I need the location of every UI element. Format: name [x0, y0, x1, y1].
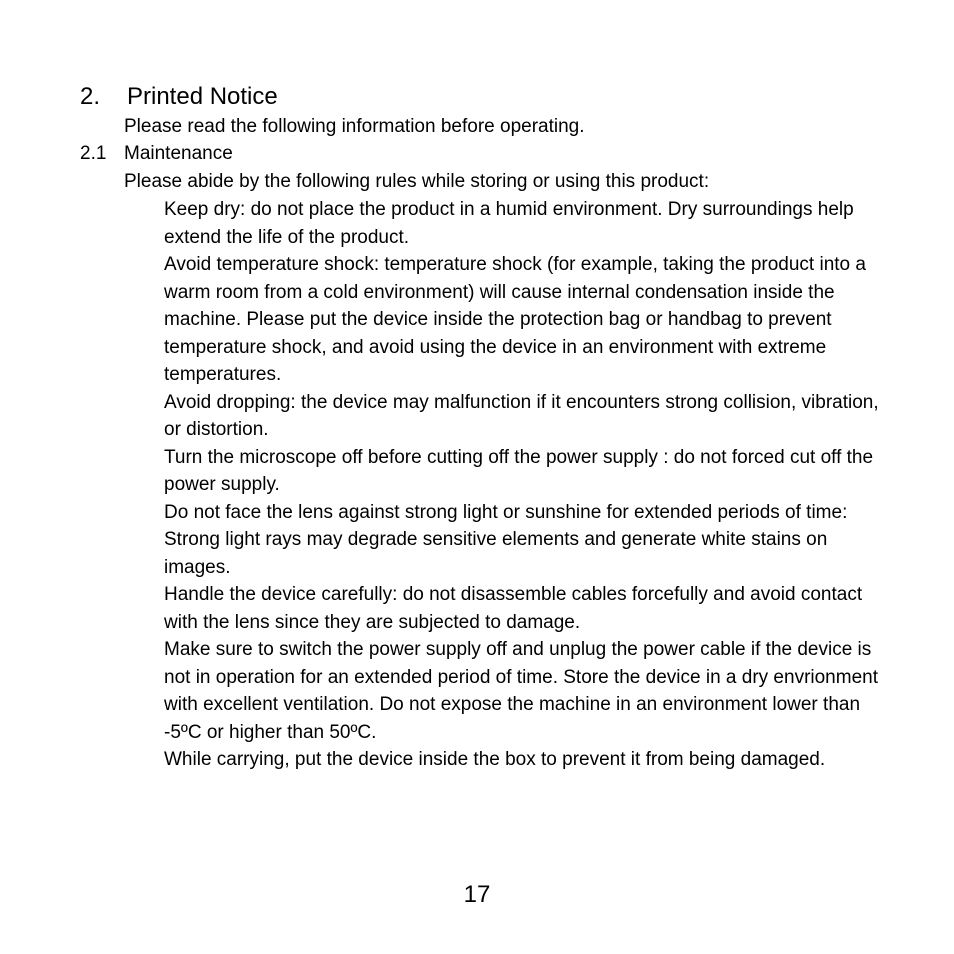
subsection-number: 2.1: [80, 143, 107, 164]
maintenance-rules-list: [164, 196, 880, 774]
section-intro: Please read the following information before operating.: [124, 116, 585, 137]
section-title: Printed Notice: [127, 83, 278, 110]
rule-keep-dry: Keep dry: do not place the product in a humid environment. Dry surroundings help extend the life of the product.: [164, 199, 854, 248]
rule-lens-light: Do not face the lens against strong light or sunshine for extended periods of time: Strong light rays may degrade sensitive elements and generate white stains on images.: [164, 501, 848, 578]
rule-avoid-dropping: Avoid dropping: the device may malfunction if it encounters strong collision, vibration, or distortion.: [164, 391, 879, 440]
rule-carrying: While carrying, put the device inside the box to prevent it from being damaged.: [164, 749, 826, 770]
section-heading: [80, 83, 278, 111]
section-number: 2.: [80, 83, 101, 110]
rule-temperature-shock: Avoid temperature shock: temperature shock (for example, taking the product into a warm room from a cold environment) will cause internal condensation inside the machine. Please put the device inside the protection bag or handbag to prevent temperature shock, and avoid using the device in an environment with extreme temperatures.: [164, 254, 866, 385]
rule-power-off: Turn the microscope off before cutting off the power supply : do not forced cut off the power supply.: [164, 446, 874, 495]
subsection-title: Maintenance: [124, 143, 233, 164]
subsection-lead: Please abide by the following rules while storing or using this product:: [124, 171, 710, 192]
rule-storage: Make sure to switch the power supply off and unplug the power cable if the device is not in operation for an extended period of time. Store the device in a dry envrionment with excellent ventilation. Do not expose the machine in an environment lower than -5ºC or higher than 50ºC.: [164, 639, 878, 743]
rule-handle-carefully: Handle the device carefully: do not disassemble cables forcefully and avoid contact with the lens since they are subjected to damage.: [164, 584, 863, 633]
subsection-heading: [80, 142, 233, 166]
page-number: 17: [463, 881, 491, 908]
